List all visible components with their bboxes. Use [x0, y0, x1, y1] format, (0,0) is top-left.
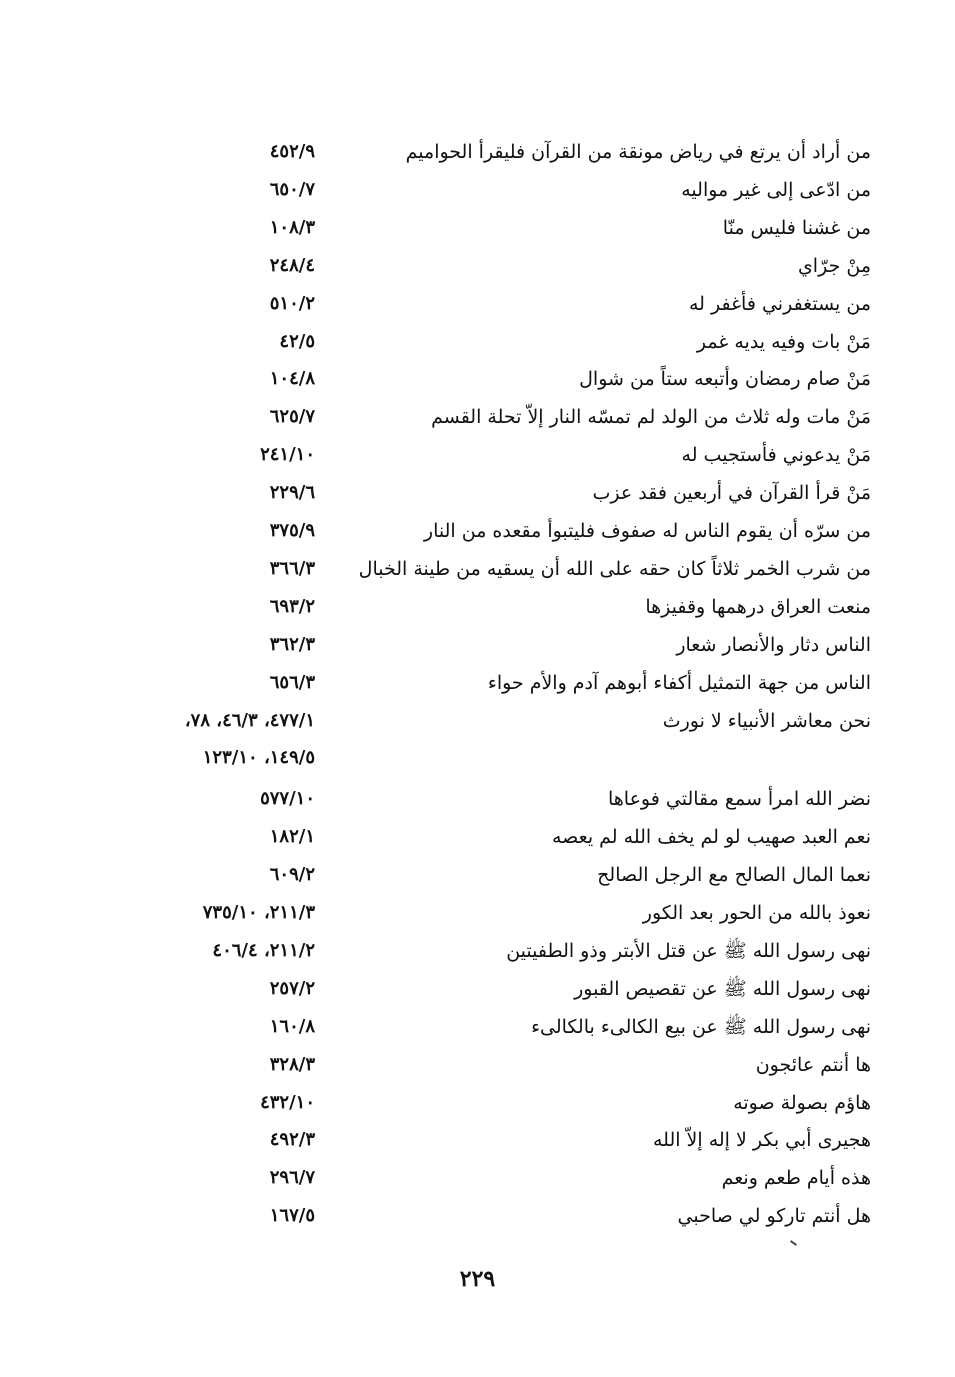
index-entry [0, 739, 955, 777]
hadith-text: نهى رسول الله ﷺ عن تقصيص القبور [574, 977, 871, 1000]
volume-page-ref: ١٦٠/٨ [269, 1015, 315, 1037]
volume-page-ref: ٦٢٥/٧ [269, 406, 315, 428]
volume-page-ref: ٣٦٦/٣ [269, 557, 315, 579]
hadith-text: مَنْ يدعوني فأستجيب له [681, 444, 871, 467]
hadith-text: مَنْ بات وفيه يديه غمر [696, 330, 871, 353]
hadith-text: مِنْ جرّاي [797, 254, 871, 277]
volume-page-ref: ٦٩٣/٢ [269, 595, 315, 617]
index-entry [0, 1197, 955, 1235]
hadith-text: نعم العبد صهيب لو لم يخف الله لم يعصه [552, 826, 871, 849]
index-entry [0, 932, 955, 970]
volume-page-ref: ٣٧٥/٩ [269, 520, 315, 541]
index-entry [0, 970, 955, 1008]
index-entry [0, 285, 955, 323]
index-entry [0, 626, 955, 664]
hadith-text: منعت العراق درهمها وقفيزها [645, 595, 871, 618]
volume-page-ref: ٢٢٩/٦ [269, 482, 315, 504]
index-entry [0, 360, 955, 398]
hadith-text: نعما المال الصالح مع الرجل الصالح [597, 864, 871, 887]
volume-page-ref: ٥٧٧/١٠ [260, 788, 315, 810]
volume-page-ref: ٤٧٧/١، ٤٦/٣، ٧٨، [184, 709, 315, 731]
index-entry [0, 588, 955, 626]
hadith-text: من يستغفرني فأغفر له [689, 292, 871, 315]
hadith-text: من سرّه أن يقوم الناس له صفوف فليتبوأ مقعده من النار [423, 520, 871, 542]
volume-page-ref: ٥١٠/٢ [269, 292, 315, 314]
index-entry [0, 1159, 955, 1197]
volume-page-ref: ٢٥٧/٢ [269, 977, 315, 999]
volume-page-ref: ٢٩٦/٧ [269, 1167, 315, 1189]
index-entry [0, 550, 955, 588]
hadith-text: هذه أيام طعم ونعم [721, 1167, 871, 1190]
index-entry [0, 1046, 955, 1084]
volume-page-ref: ٤٢/٥ [279, 330, 315, 352]
hadith-text: نحن معاشر الأنبياء لا نورث [662, 709, 871, 732]
volume-page-ref: ٤٩٢/٣ [269, 1129, 315, 1151]
volume-page-ref: ١٨٢/١ [269, 826, 315, 848]
hadith-text: مَنْ صام رمضان وأتبعه ستاً من شوال [579, 368, 871, 391]
volume-page-ref: ١٦٧/٥ [269, 1205, 315, 1227]
volume-page-ref: ١٤٩/٥، ١٢٣/١٠ [202, 747, 315, 769]
volume-page-ref: ١٠٤/٨ [269, 368, 315, 390]
hadith-text: هل أنتم تاركو لي صاحبي [677, 1205, 871, 1228]
index-entry [0, 398, 955, 436]
page-number: ٢٢٩ [459, 1266, 496, 1292]
hadith-text: ها أنتم عائجون [755, 1053, 871, 1076]
index-entry [0, 512, 955, 550]
hadith-text: مَنْ قرأ القرآن في أربعين فقد عزب [592, 482, 871, 505]
hadith-text: نهى رسول الله ﷺ عن قتل الأبتر وذو الطفيتين [506, 939, 871, 962]
hadith-text: الناس من جهة التمثيل أكفاء أبوهم آدم والأم حواء [487, 671, 871, 694]
index-entry [0, 780, 955, 818]
volume-page-ref: ٣٦٢/٣ [269, 633, 315, 655]
hadith-text: من أراد أن يرتع في رياض مونقة من القرآن فليقرأ الحواميم [405, 141, 871, 163]
volume-page-ref: ٢٤١/١٠ [260, 444, 315, 466]
index-entry [0, 1121, 955, 1159]
hadith-text: من شرب الخمر ثلاثاً كان حقه على الله أن يسقيه من طينة الخبال [358, 557, 871, 580]
index-entry [0, 856, 955, 894]
index-entry [0, 1008, 955, 1046]
hadith-text: نهى رسول الله ﷺ عن بيع الكالىء بالكالىء [531, 1015, 871, 1038]
hadith-text: نضر الله امرأ سمع مقالتي فوعاها [608, 788, 871, 811]
index-entry [0, 209, 955, 247]
volume-page-ref: ٢٤٨/٤ [269, 254, 315, 276]
volume-page-ref: ٦٥٠/٧ [269, 178, 315, 200]
volume-page-ref: ٤٣٢/١٠ [260, 1091, 315, 1113]
index-entry [0, 474, 955, 512]
hadith-text: الناس دثار والأنصار شعار [676, 633, 871, 656]
volume-page-ref: ٦٥٦/٣ [269, 671, 315, 693]
volume-page-ref: ٢١١/٢، ٤٠٦/٤ [212, 939, 315, 961]
volume-page-ref: ٤٥٢/٩ [269, 141, 315, 162]
index-entry [0, 894, 955, 932]
hadith-text: مَنْ مات وله ثلاث من الولد لم تمسّه النار إلاّ تحلة القسم [431, 406, 871, 429]
volume-page-ref: ٦٠٩/٢ [269, 864, 315, 886]
hadith-text: من غشنا فليس منّا [722, 216, 871, 239]
index-entry [0, 702, 955, 740]
index-entry [0, 247, 955, 285]
hadith-text: نعوذ بالله من الحور بعد الكور [642, 902, 871, 924]
index-entry [0, 171, 955, 209]
scan-mark [790, 1240, 797, 1246]
index-entry [0, 436, 955, 474]
index-entry [0, 1084, 955, 1122]
index-entry [0, 133, 955, 171]
volume-page-ref: ١٠٨/٣ [269, 216, 315, 238]
hadith-text: هجيرى أبي بكر لا إله إلاّ الله [652, 1129, 871, 1152]
volume-page-ref: ٢١١/٣، ٧٣٥/١٠ [202, 902, 315, 923]
index-entry [0, 323, 955, 361]
volume-page-ref: ٣٢٨/٣ [269, 1053, 315, 1075]
hadith-text: من ادّعى إلى غير مواليه [681, 178, 871, 201]
hadith-text: هاؤم بصولة صوته [733, 1091, 871, 1114]
index-entry [0, 818, 955, 856]
index-entry [0, 664, 955, 702]
